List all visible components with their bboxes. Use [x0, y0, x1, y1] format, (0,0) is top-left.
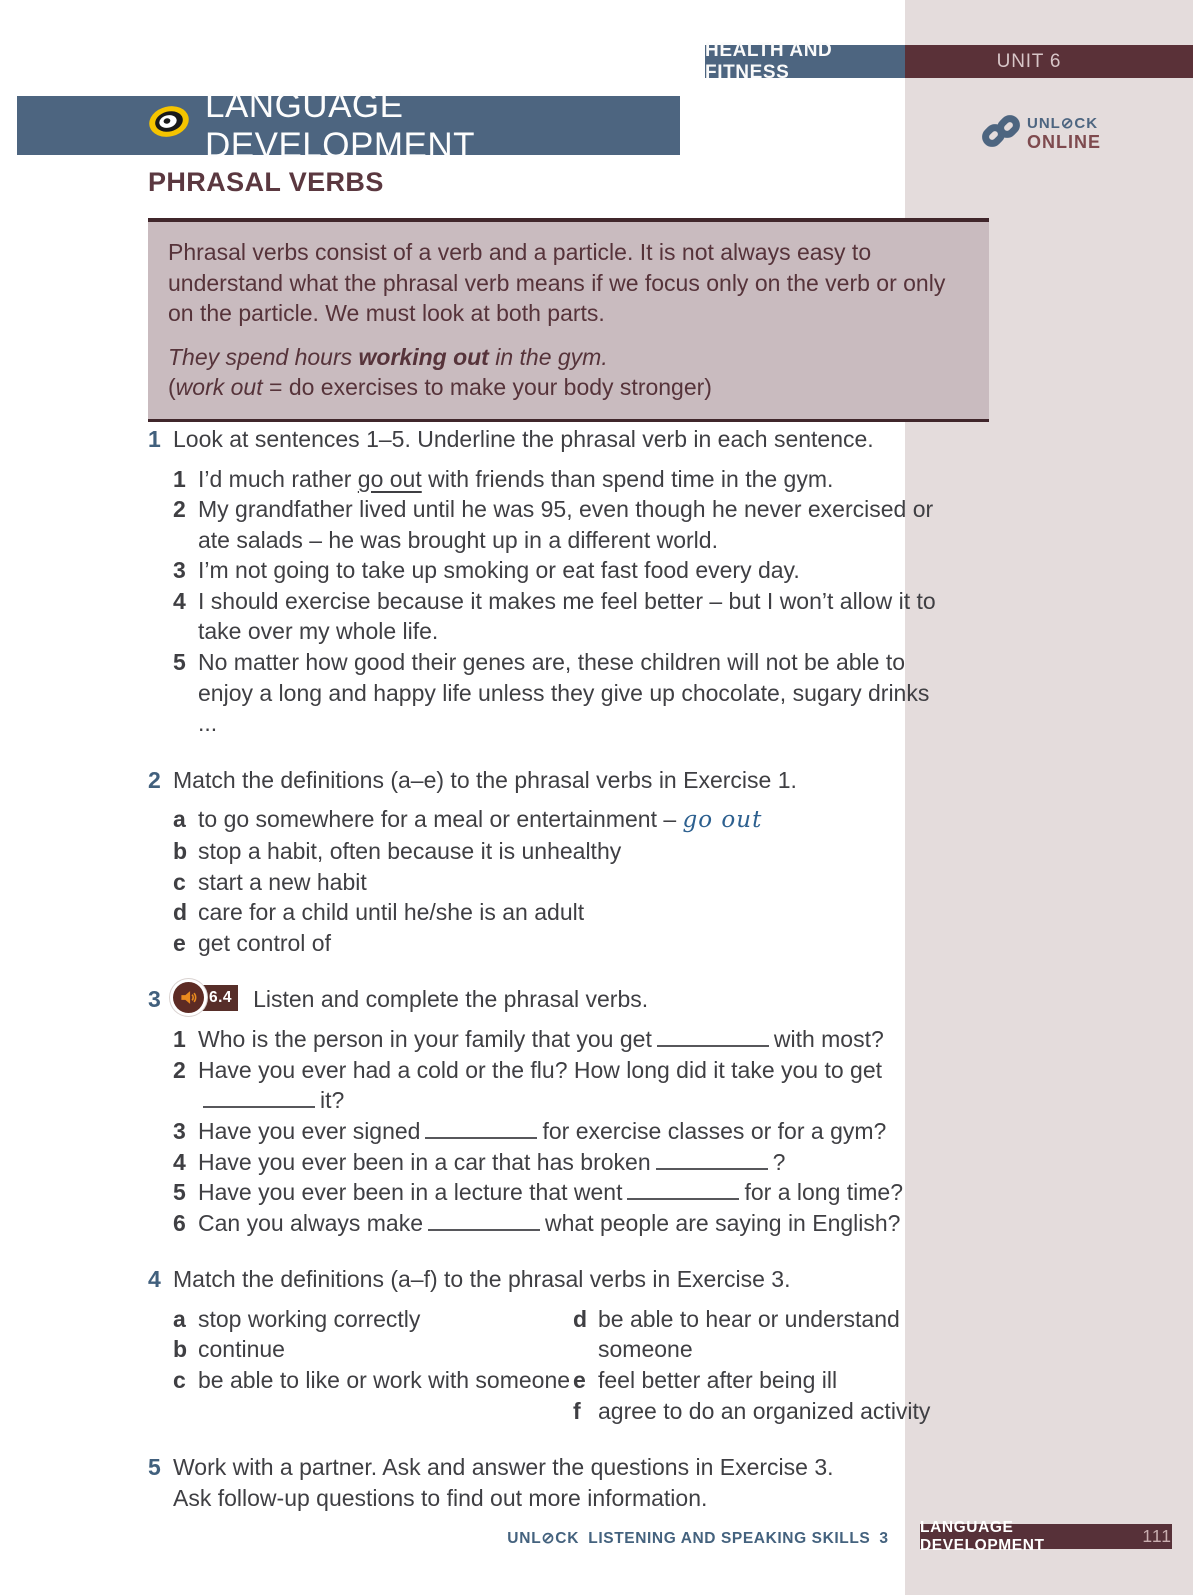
- item-label: f: [573, 1397, 581, 1424]
- item-text: I’m not going to take up smoking or eat fast food every day.: [198, 557, 800, 584]
- item-label: c: [173, 868, 186, 895]
- item-text: be able to hear or understand someone: [598, 1305, 900, 1363]
- section-title-banner: [17, 85, 680, 165]
- example-phrasal-verb: working out: [358, 343, 489, 370]
- answer-blank: [656, 1148, 768, 1170]
- example-pre: They spend hours: [168, 343, 359, 370]
- exercise-3: [148, 984, 940, 1238]
- unlock-online-wordmark: [1027, 116, 1101, 151]
- item-text: be able to like or work with someone: [198, 1367, 571, 1394]
- exercise-item: [173, 586, 940, 647]
- exercise-header: [148, 984, 940, 1015]
- item-text: feel better after being ill: [598, 1367, 838, 1394]
- exercise-item-list: [173, 804, 940, 958]
- exercise-item: [173, 897, 940, 928]
- item-label: 5: [173, 1179, 186, 1206]
- exercise-item: [173, 1116, 940, 1147]
- exercise-item: [173, 647, 940, 739]
- item-text: I’d much rather go out with friends than spend time in the gym.: [198, 465, 834, 492]
- item-text: get control of: [198, 929, 331, 956]
- footer-section-bar: [920, 1518, 1172, 1554]
- exercise-item: [573, 1304, 973, 1365]
- exercise-item: [173, 494, 940, 555]
- item-label: 5: [173, 649, 186, 676]
- example-post: in the gym.: [488, 343, 608, 370]
- item-label: e: [573, 1367, 586, 1394]
- exercise-instruction: Match the definitions (a–e) to the phrasal verbs in Exercise 1.: [173, 766, 797, 793]
- item-label: 4: [173, 1148, 186, 1175]
- item-text: No matter how good their genes are, these children will not be able to enjoy a long and happy life unless they give up chocolate, sugary drinks ...: [198, 649, 930, 737]
- item-text: start a new habit: [198, 868, 367, 895]
- exercise-item: [173, 836, 940, 867]
- unit-number-label: UNIT 6: [996, 50, 1062, 72]
- exercise-item-list: [173, 464, 940, 739]
- info-example-sentence: [168, 342, 969, 373]
- exercise-item: [173, 1055, 940, 1116]
- exercise-instruction: Listen and complete the phrasal verbs.: [253, 986, 649, 1013]
- exercise-item: [173, 555, 940, 586]
- footer-series: LISTENING AND SPEAKING SKILLS: [588, 1530, 871, 1547]
- exercise-instruction: Look at sentences 1–5. Underline the phrasal verb in each sentence.: [173, 426, 874, 452]
- item-text: I should exercise because it makes me feel better – but I won’t allow it to take over my whole life.: [198, 587, 936, 645]
- footer-series-credit: [507, 1529, 888, 1548]
- section-title: LANGUAGE DEVELOPMENT: [205, 85, 475, 165]
- handwritten-answer: go out: [682, 807, 763, 834]
- info-gloss: [168, 372, 969, 403]
- audio-chip: [173, 982, 238, 1013]
- exercise-number: 4: [148, 1266, 161, 1293]
- exercise-item: [173, 1147, 940, 1178]
- online-wordmark: ONLINE: [1027, 132, 1102, 152]
- item-text: Who is the person in your family that you get with most?: [198, 1026, 884, 1053]
- item-label: a: [173, 806, 186, 833]
- item-label: 1: [173, 1026, 186, 1053]
- item-text: care for a child until he/she is an adult: [198, 899, 585, 926]
- item-label: 2: [173, 1056, 186, 1083]
- exercise-4: [148, 1264, 940, 1426]
- footer-section-label: LANGUAGE DEVELOPMENT: [920, 1518, 1045, 1554]
- exercise-instruction: Work with a partner. Ask and answer the questions in Exercise 3. Ask follow-up questions to find out more information.: [173, 1454, 834, 1511]
- exercise-header: [148, 765, 940, 796]
- gloss-post: = do exercises to make your body stronger): [262, 374, 712, 401]
- exercise-item-list: [173, 1024, 940, 1238]
- item-text: to go somewhere for a meal or entertainment – go out: [198, 806, 763, 834]
- item-text: My grandfather lived until he was 95, even though he never exercised or ate salads – he was brought up in a different world.: [198, 496, 934, 553]
- grammar-info-box: [148, 218, 989, 422]
- item-label: 6: [173, 1209, 186, 1236]
- item-label: a: [173, 1305, 186, 1332]
- unlock-online-logo: [980, 110, 1101, 157]
- item-text: Have you ever been in a lecture that went for a long time?: [198, 1179, 904, 1206]
- item-label: d: [573, 1305, 588, 1332]
- item-label: 1: [173, 465, 186, 492]
- exercise-item: [173, 1177, 940, 1208]
- item-label: b: [173, 837, 188, 864]
- chain-link-icon: [980, 110, 1022, 157]
- unlock-wordmark: UNL⊘CK: [1027, 115, 1099, 132]
- exercise-item: [173, 1304, 573, 1335]
- exercise-number: 5: [148, 1454, 161, 1481]
- item-label: 3: [173, 557, 186, 584]
- exercise-item: [173, 867, 940, 898]
- unit-topic-label: HEALTH AND FITNESS: [705, 39, 833, 83]
- subsection-heading: PHRASAL VERBS: [148, 167, 384, 197]
- exercise-instruction: Match the definitions (a–f) to the phrasal verbs in Exercise 3.: [173, 1266, 791, 1293]
- definition-columns: [173, 1304, 940, 1426]
- item-text: Have you ever signed for exercise classes or for a gym?: [198, 1117, 887, 1144]
- exercise-item: [173, 1208, 940, 1239]
- unit-number-banner: [905, 45, 1193, 78]
- item-label: e: [173, 929, 186, 956]
- answer-blank: [203, 1087, 315, 1109]
- info-paragraph: Phrasal verbs consist of a verb and a particle. It is not always easy to understand what the phrasal verb means if we focus only on the verb or only on the particle. We must look at both parts.: [168, 239, 946, 327]
- item-text: stop working correctly: [198, 1305, 421, 1332]
- item-label: b: [173, 1336, 188, 1363]
- answer-blank: [627, 1178, 739, 1200]
- item-text: Have you ever had a cold or the flu? How long did it take you to getit?: [198, 1056, 883, 1114]
- exercise-item: [173, 804, 940, 836]
- answer-blank: [657, 1025, 769, 1047]
- definition-column-left: [173, 1304, 573, 1426]
- item-text: agree to do an organized activity: [598, 1397, 931, 1424]
- answer-blank: [428, 1209, 540, 1231]
- footer-brand: UNL⊘CK: [507, 1530, 580, 1547]
- exercise-item: [173, 1024, 940, 1055]
- exercise-header: [148, 1264, 940, 1295]
- item-label: 4: [173, 587, 186, 614]
- exercise-5: [148, 1452, 940, 1513]
- page-number: 111: [1142, 1526, 1172, 1546]
- item-text: Can you always make what people are saying in English?: [198, 1209, 901, 1236]
- exercise-number: 1: [148, 426, 161, 452]
- exercise-item: [573, 1365, 973, 1396]
- exercise-item: [173, 1365, 573, 1396]
- exercise-number: 2: [148, 766, 161, 793]
- underlined-phrase: go out: [357, 465, 422, 492]
- exercise-number: 3: [148, 986, 161, 1013]
- exercise-item: [173, 464, 940, 495]
- definition-column-right: [573, 1304, 973, 1426]
- gloss-pre: (: [168, 374, 176, 401]
- exercise-item: [173, 928, 940, 959]
- item-text: stop a habit, often because it is unhealthy: [198, 837, 622, 864]
- exercise-1: [148, 424, 940, 739]
- item-text: continue: [198, 1336, 285, 1363]
- answer-blank: [425, 1117, 537, 1139]
- item-text: Have you ever been in a car that has broken ?: [198, 1148, 786, 1175]
- eye-icon: [147, 103, 191, 149]
- exercise-item: [173, 1334, 573, 1365]
- footer-level: 3: [879, 1530, 888, 1547]
- item-label: c: [173, 1367, 186, 1394]
- speaker-icon: [173, 982, 204, 1013]
- item-label: 3: [173, 1117, 186, 1144]
- gloss-phrasal-verb: work out: [175, 374, 263, 401]
- item-label: d: [173, 899, 188, 926]
- audio-track-badge: 6.4: [201, 985, 238, 1011]
- exercises: [148, 424, 940, 1539]
- unit-topic-banner: [705, 39, 905, 83]
- item-label: 2: [173, 496, 186, 523]
- exercise-header: [148, 1452, 940, 1513]
- exercise-item: [573, 1396, 973, 1427]
- exercise-header: [148, 424, 940, 455]
- exercise-2: [148, 765, 940, 958]
